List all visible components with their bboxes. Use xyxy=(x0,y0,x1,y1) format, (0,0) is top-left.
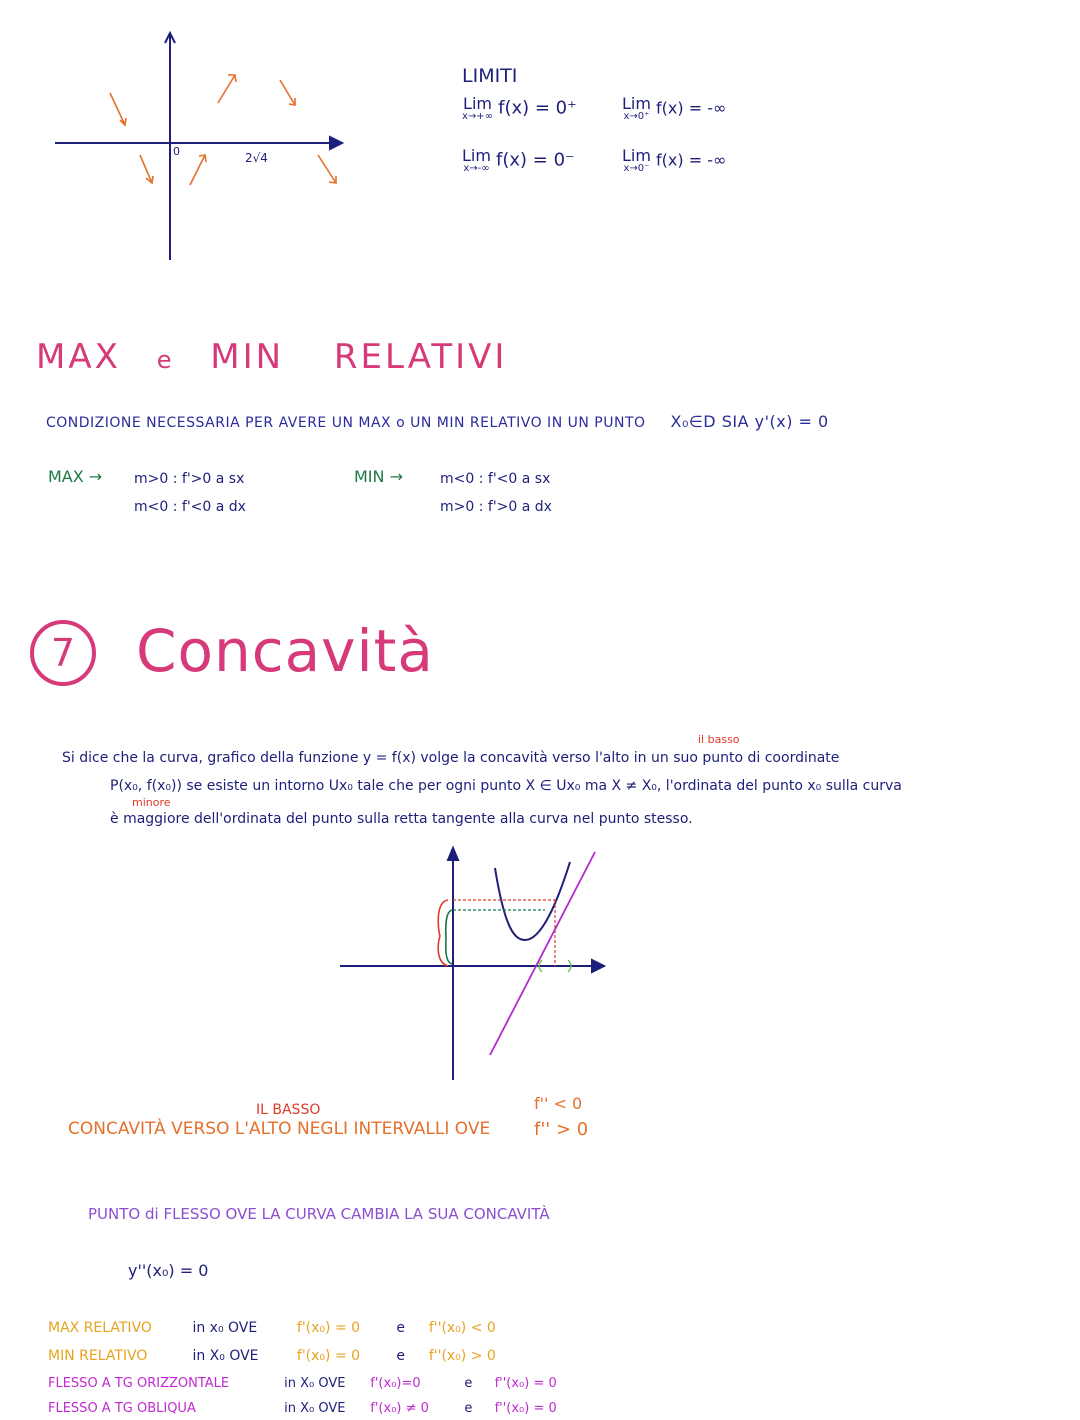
min-rule: m<0 : f'<0 a sx xyxy=(440,471,551,487)
monotonicity-sketch xyxy=(40,25,360,265)
definition-line: Si dice che la curva, grafico della funzione y = f(x) volge la concavità verso l'alto in un suo punto di coordinate xyxy=(62,750,840,766)
definition-line: P(x₀, f(x₀)) se esiste un intorno Ux₀ tale che per ogni punto X ∈ Ux₀ ma X ≠ X₀, l'ordinata del punto x₀ sulla curva xyxy=(110,778,902,794)
limit-item: Lim x→-∞ f(x) = 0⁻ xyxy=(462,146,575,174)
min-rule: m>0 : f'>0 a dx xyxy=(440,499,552,515)
direction-arrows xyxy=(110,75,336,185)
min-label: MIN → xyxy=(354,467,403,486)
tangent-line xyxy=(490,852,595,1055)
summary-row-flesso-orizzontale: FLESSO A TG ORIZZONTALE in X₀ OVE f'(x₀)=0 e f''(x₀) = 0 xyxy=(48,1376,557,1391)
section-title-concavity: Concavità xyxy=(136,617,434,685)
max-rule: m<0 : f'<0 a dx xyxy=(134,499,246,515)
concavity-rule-alt: f'' < 0 xyxy=(534,1094,583,1113)
concavity-rule: CONCAVITÀ VERSO L'ALTO NEGLI INTERVALLI OVE xyxy=(68,1119,491,1139)
curve xyxy=(495,862,570,940)
condition-text: CONDIZIONE NECESSARIA PER AVERE UN MAX o UN MIN RELATIVO IN UN PUNTO X₀∈D SIA y'(x) = 0 xyxy=(46,412,829,431)
x-axis-arrowhead xyxy=(592,960,604,972)
limit-item: Lim x→0⁻ f(x) = -∞ xyxy=(622,146,727,174)
summary-row-min: MIN RELATIVO in X₀ OVE f'(x₀) = 0 e f''(x₀) > 0 xyxy=(48,1348,496,1364)
annotation-minore: minore xyxy=(132,796,171,809)
concavity-rule-main: f'' > 0 xyxy=(534,1119,589,1140)
section-number-badge: 7 xyxy=(30,620,96,686)
y-axis-arrowhead xyxy=(448,848,458,860)
section-title-maxmin: MAX e MIN RELATIVI xyxy=(36,337,508,377)
limits-title: LIMITI xyxy=(462,65,518,87)
max-label: MAX → xyxy=(48,467,103,486)
x-point-label: 2√4 xyxy=(245,151,268,165)
summary-row-flesso-obliqua: FLESSO A TG OBLIQUA in X₀ OVE f'(x₀) ≠ 0 e f''(x₀) = 0 xyxy=(48,1401,557,1416)
summary-row-max: MAX RELATIVO in x₀ OVE f'(x₀) = 0 e f''(x₀) < 0 xyxy=(48,1320,496,1336)
annotation-il-basso-rule: IL BASSO xyxy=(256,1102,321,1118)
limit-item: Lim x→+∞ f(x) = 0⁺ xyxy=(462,94,577,122)
origin-label: 0 xyxy=(173,145,180,158)
x-axis-arrowhead xyxy=(330,137,342,149)
max-rule: m>0 : f'>0 a sx xyxy=(134,471,245,487)
limit-item: Lim x→0⁺ f(x) = -∞ xyxy=(622,94,727,122)
inflection-definition: PUNTO di FLESSO OVE LA CURVA CAMBIA LA SUA CONCAVITÀ xyxy=(88,1205,550,1223)
concavity-sketch xyxy=(330,840,620,1085)
annotation-il-basso: il basso xyxy=(698,733,740,746)
dashed-guides xyxy=(453,900,555,966)
inflection-equation: y''(x₀) = 0 xyxy=(128,1261,209,1280)
definition-line: è maggiore dell'ordinata del punto sulla retta tangente alla curva nel punto stesso. xyxy=(110,811,693,827)
tangent-ordinate-brace xyxy=(446,910,452,964)
